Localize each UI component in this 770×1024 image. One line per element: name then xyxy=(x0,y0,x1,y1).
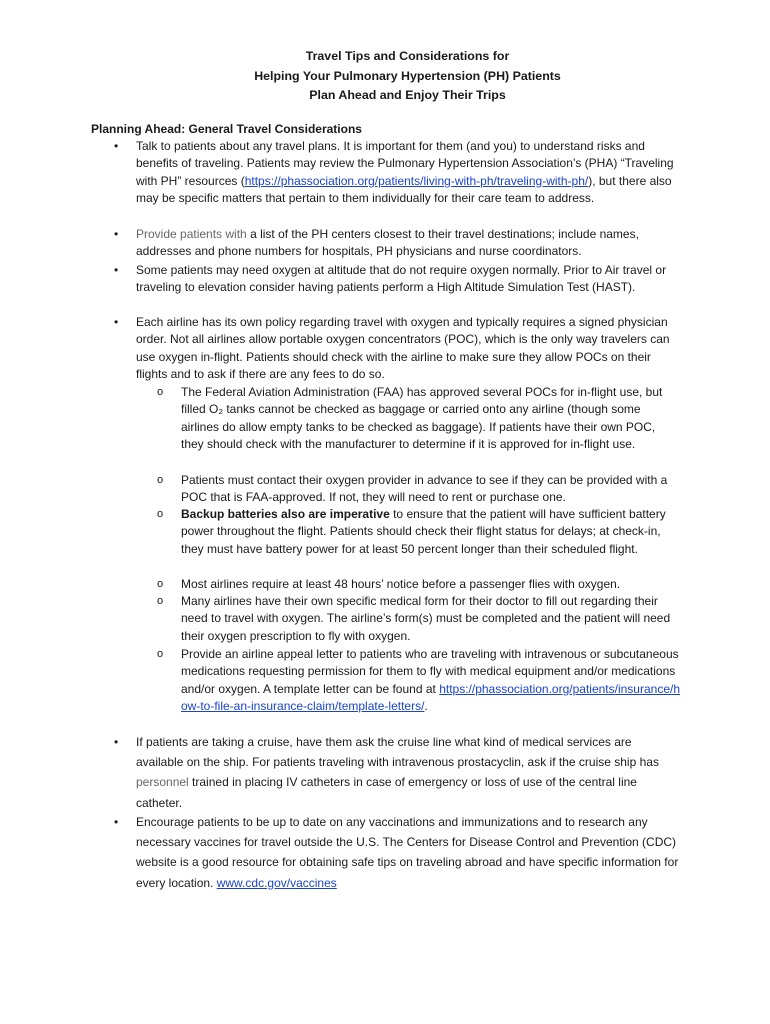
title-line-3: Plan Ahead and Enjoy Their Trips xyxy=(309,88,506,102)
bullet-icon: • xyxy=(114,815,119,829)
sub-item-oxygen-provider xyxy=(157,472,681,507)
title-line-1: Travel Tips and Considerations for xyxy=(305,49,510,63)
list-item-airline-policy xyxy=(114,314,681,384)
circle-bullet-icon: o xyxy=(157,648,164,660)
sub-item-text: Patients must contact their oxygen provider in advance to see if they can be provided with a POC that is FAA-approved. If not, they will need to rent or purchase one. xyxy=(181,473,668,505)
sub-item-text: Most airlines require at least 48 hours’ notice before a passenger flies with oxygen. xyxy=(181,577,621,591)
template-letters-link[interactable]: https://phassociation.org/patients/insurance/how-to-file-an-insurance-claim/template-letters/ xyxy=(181,681,681,714)
list-item-oxygen-altitude xyxy=(114,262,681,297)
sub-item-batteries xyxy=(157,506,681,558)
sub-item-notice xyxy=(157,576,681,593)
list-item-text: a list of the PH centers closest to their travel destinations; include names, addresses and phone numbers for hospitals, PH physicians and nurse coordinators. xyxy=(136,227,639,259)
circle-bullet-icon: o xyxy=(157,578,164,590)
circle-bullet-icon: o xyxy=(157,595,164,607)
list-item-text: trained in placing IV catheters in case of emergency or loss of use of the central line catheter. xyxy=(136,775,637,810)
bullet-icon: • xyxy=(114,735,119,749)
list-item-text: ), but there also may be specific matters that pertain to them individually for their care team to address. xyxy=(136,173,672,206)
sub-item-text: to ensure that the patient will have sufficient battery power throughout the flight. Patients should check their flight status for delays; at check-in, they must have battery power for at least 50 percent longer than their scheduled flight. xyxy=(181,507,666,556)
list-item-cruise xyxy=(114,732,681,813)
sub-item-text: The Federal Aviation Administration (FAA) has approved several POCs for in-flight use, but filled O₂ tanks cannot be checked as baggage or carried onto any airline (though some airlines do allow empty tanks to be checked as baggage). If patients have their own POC, they should check with the manufacturer to determine if it is approved for in-flight use. xyxy=(181,385,663,452)
circle-bullet-icon: o xyxy=(157,508,164,520)
bullet-icon: • xyxy=(114,315,119,329)
sub-item-text: . xyxy=(424,699,428,714)
sub-item-faa xyxy=(157,384,681,454)
list-item-text: Some patients may need oxygen at altitude that do not require oxygen normally. Prior to Air travel or traveling to elevation consider having patients perform a High Altitude Simulation Test (HAST). xyxy=(136,263,667,295)
list-item-travel-plans xyxy=(114,138,681,208)
bullet-icon: • xyxy=(114,263,119,277)
section-heading: Planning Ahead: General Travel Considerations xyxy=(91,122,362,136)
circle-bullet-icon: o xyxy=(157,474,164,486)
list-item-text-grey: Provide patients with xyxy=(136,227,247,241)
list-item-vaccines xyxy=(114,812,681,893)
list-item-text: Talk to patients about any travel plans. It is important for them (and you) to understand risks and benefits of traveling. Patients may review the Pulmonary Hypertension Association’s (PHA) “Traveling with PH” resources ( xyxy=(136,139,674,188)
bullet-icon: • xyxy=(114,227,119,241)
title-line-2: Helping Your Pulmonary Hypertension (PH) Patients xyxy=(254,68,561,83)
sub-item-appeal-letter xyxy=(157,646,681,716)
pha-traveling-link[interactable]: https://phassociation.org/patients/living-with-ph/traveling-with-ph/ xyxy=(244,173,589,188)
list-item-text: Each airline has its own policy regarding travel with oxygen and typically requires a signed physician order. Not all airlines allow portable oxygen concentrators (POC), which is the only way travelers can use oxygen in-flight. Patients should check with the airline to make sure they allow POCs on their flights and to ask if there are any fees to do so. xyxy=(136,315,670,382)
sub-item-bold-text: Backup batteries also are imperative xyxy=(181,507,390,521)
document-title xyxy=(0,47,770,106)
sub-item-text: Many airlines have their own specific medical form for their doctor to fill out regarding their need to travel with oxygen. The airline’s form(s) must be completed and the patient will need their oxygen prescription to fly with oxygen. xyxy=(181,594,671,643)
list-item-ph-centers xyxy=(114,226,681,261)
cdc-vaccines-link[interactable]: www.cdc.gov/vaccines xyxy=(216,875,337,890)
sub-item-medical-form xyxy=(157,593,681,645)
list-item-text: Encourage patients to be up to date on any vaccinations and immunizations and to research any necessary vaccines for travel outside the U.S. The Centers for Disease Control and Prevention (CDC) website is a good resource for obtaining safe tips on traveling abroad and have specific information for every location. xyxy=(136,815,679,890)
bullet-icon: • xyxy=(114,139,119,153)
list-item-text: If patients are taking a cruise, have them ask the cruise line what kind of medical services are available on the ship. For patients traveling with intravenous prostacyclin, ask if the cruise ship has xyxy=(136,735,659,770)
list-item-text-grey: personnel xyxy=(136,775,189,790)
sub-item-text: Provide an airline appeal letter to patients who are traveling with intravenous or subcutaneous medications requesting permission for them to fly with medical equipment and/or medications and/or oxygen. A template letter can be found at xyxy=(181,647,679,696)
circle-bullet-icon: o xyxy=(157,386,164,398)
